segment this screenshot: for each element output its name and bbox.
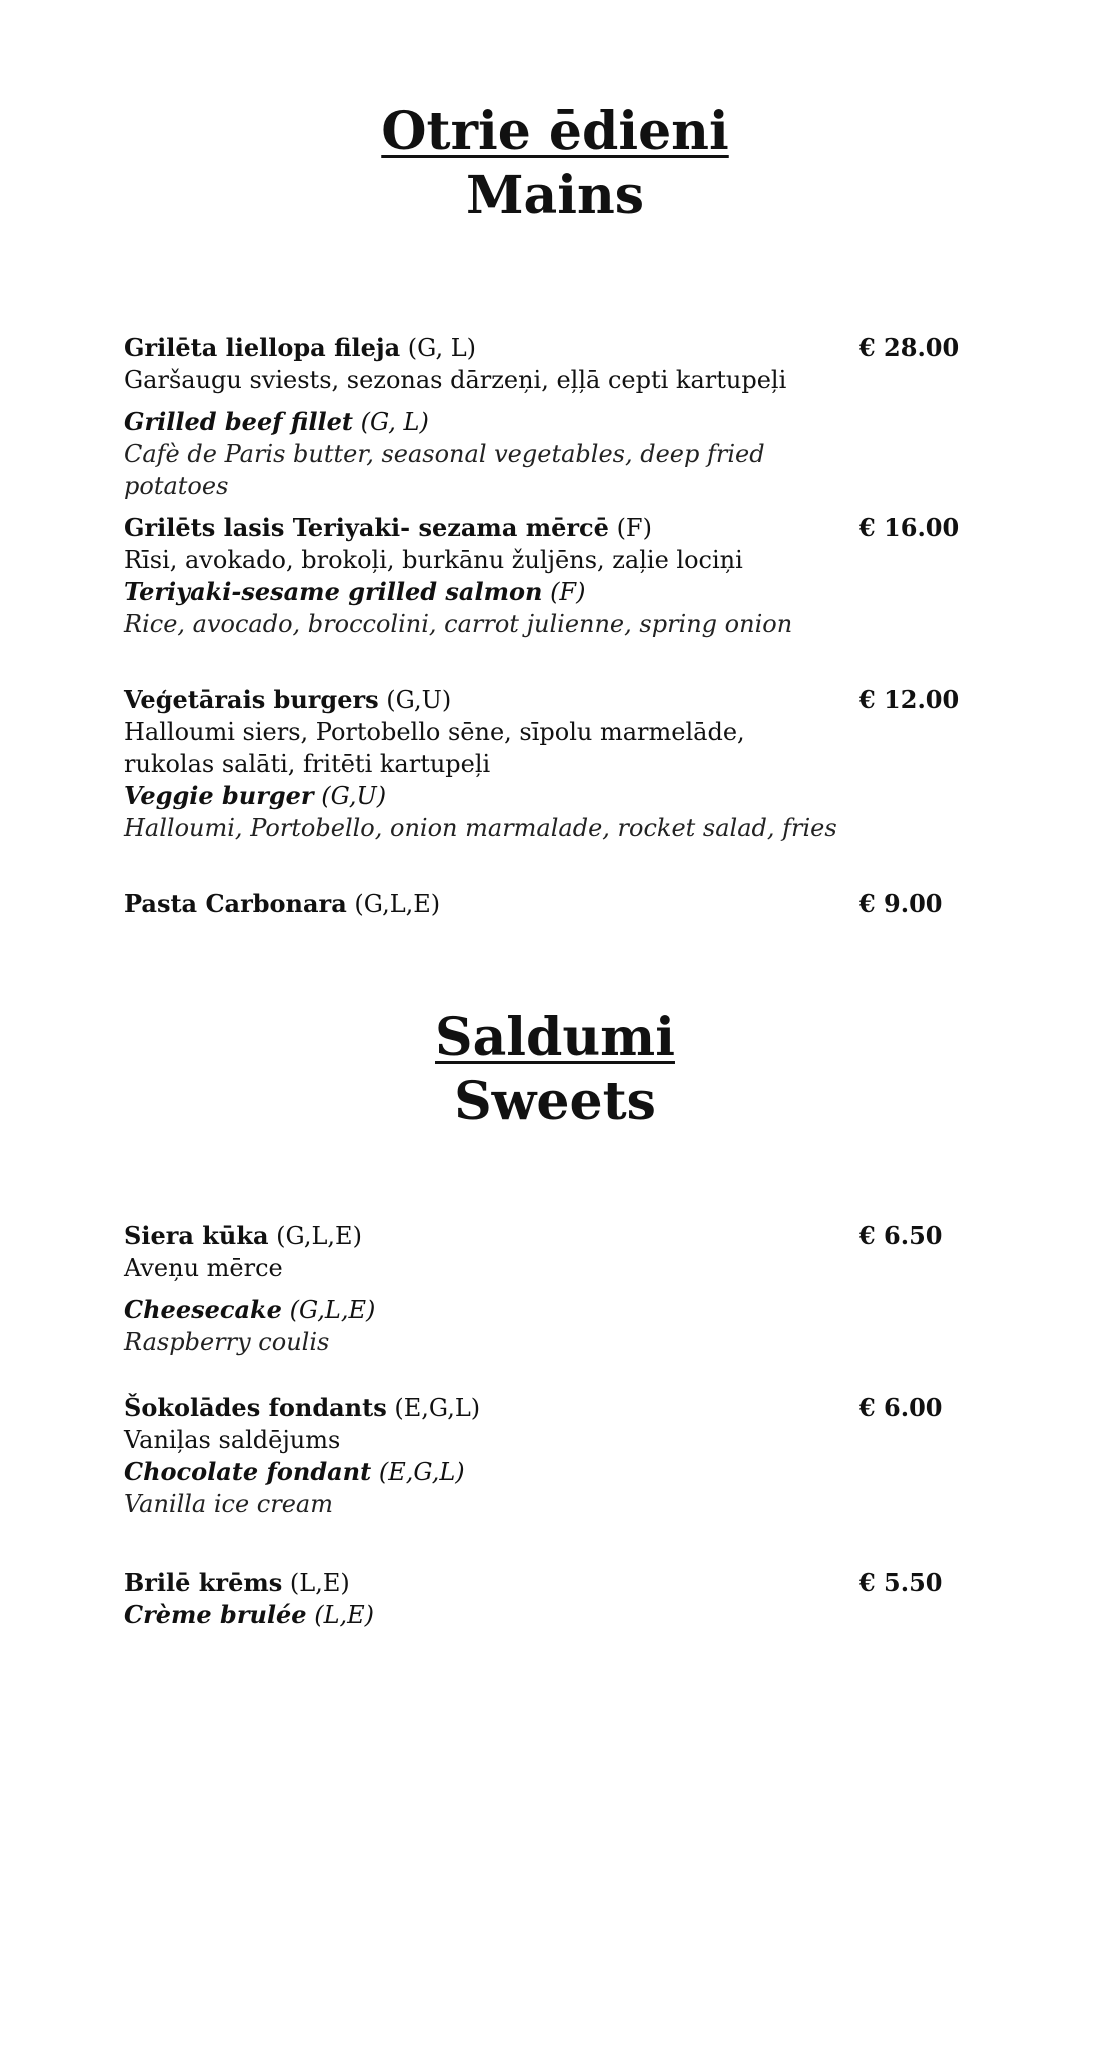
- item-desc-en: Vanilla ice cream: [124, 1490, 333, 1518]
- item-desc-en: Halloumi, Portobello, onion marmalade, rocket salad, fries: [124, 814, 837, 842]
- menu-item-creme-brulee: [124, 1567, 1024, 1631]
- item-desc-en: Rice, avocado, broccolini, carrot julienne, spring onion: [124, 610, 793, 638]
- item-name-en: Cheesecake (G,L,E): [124, 1295, 376, 1324]
- item-desc-lv: Rīsi, avokado, brokoļi, burkānu žuljēns, zaļie lociņi: [124, 546, 743, 574]
- sweets-heading: [0, 1006, 1110, 1134]
- menu-item-chocolate-fondant: [124, 1392, 1024, 1520]
- item-desc-lv: Aveņu mērce: [124, 1254, 283, 1282]
- mains-title-lv: Otrie ēdieni: [381, 101, 729, 162]
- sweets-title-en: Sweets: [454, 1071, 656, 1132]
- item-price: € 12.00: [859, 685, 960, 714]
- item-name-lv: Veģetārais burgers (G,U): [124, 685, 452, 714]
- item-desc-en: Cafè de Paris butter, seasonal vegetables, deep fried potatoes: [124, 440, 765, 500]
- item-name-lv: Pasta Carbonara (G,L,E): [124, 889, 441, 918]
- item-price: € 28.00: [859, 333, 960, 362]
- mains-title-en: Mains: [465, 165, 645, 226]
- item-name-lv: Grilēts lasis Teriyaki- sezama mērcē (F): [124, 513, 652, 542]
- item-name-en: Teriyaki-sesame grilled salmon (F): [124, 577, 586, 606]
- item-name-lv: Grilēta liellopa fileja (G, L): [124, 333, 477, 362]
- item-price: € 6.00: [859, 1393, 943, 1422]
- item-name-en: Crème brulée (L,E): [124, 1600, 375, 1629]
- item-desc-lv: Vaniļas saldējums: [124, 1426, 341, 1454]
- item-price: € 5.50: [859, 1568, 943, 1597]
- menu-item-salmon: [124, 512, 1024, 640]
- item-desc-lv: Halloumi siers, Portobello sēne, sīpolu marmelāde, rukolas salāti, fritēti kartupeļi: [124, 718, 745, 778]
- menu-item-beef-fillet: [124, 332, 1024, 502]
- item-price: € 9.00: [859, 889, 943, 918]
- menu-item-carbonara: [124, 888, 1024, 920]
- item-desc-en: Raspberry coulis: [124, 1328, 330, 1356]
- item-name-lv: Šokolādes fondants (E,G,L): [124, 1393, 481, 1422]
- item-price: € 6.50: [859, 1221, 943, 1250]
- item-name-en: Grilled beef fillet (G, L): [124, 407, 429, 436]
- item-name-lv: Siera kūka (G,L,E): [124, 1221, 362, 1250]
- item-desc-lv: Garšaugu sviests, sezonas dārzeņi, eļļā cepti kartupeļi: [124, 366, 787, 394]
- sweets-title-lv: Saldumi: [435, 1007, 675, 1068]
- item-name-lv: Brilē krēms (L,E): [124, 1568, 350, 1597]
- item-price: € 16.00: [859, 513, 960, 542]
- item-name-en: Chocolate fondant (E,G,L): [124, 1457, 465, 1486]
- menu-item-cheesecake: [124, 1220, 1024, 1358]
- menu-item-veggie-burger: [124, 684, 1024, 844]
- item-name-en: Veggie burger (G,U): [124, 781, 387, 810]
- mains-heading: [0, 100, 1110, 228]
